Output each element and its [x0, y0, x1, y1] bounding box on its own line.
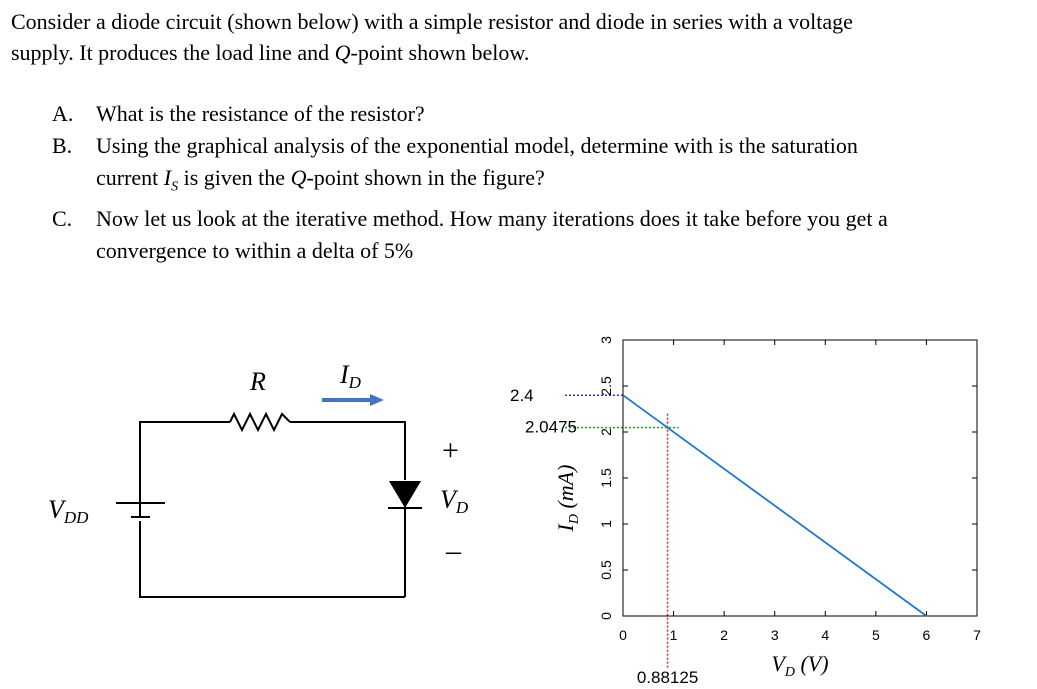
x-tick-label: 6: [922, 627, 931, 643]
x-tick-label: 3: [770, 627, 779, 643]
intro-line-2-end: -point shown below.: [350, 40, 530, 65]
intro-line-2-start: supply. It produces the load line and: [11, 40, 335, 65]
load-line: [623, 395, 926, 616]
x-tick-label: 5: [871, 627, 880, 643]
y-tick-label: 1: [598, 520, 614, 528]
intro-paragraph: [11, 6, 1021, 68]
supply-voltage-label: VDD: [48, 495, 89, 527]
wire-top-left: [140, 422, 230, 515]
x-tick-label: 1: [669, 627, 678, 643]
x-tick-label: 2: [720, 627, 729, 643]
question-label: A.: [52, 101, 74, 126]
y-tick-label: 0: [598, 612, 614, 620]
question-c: [52, 203, 1027, 267]
question-list: [52, 98, 1027, 267]
y-intercept-label: 2.4: [510, 386, 534, 406]
question-text-line-1: Now let us look at the iterative method. How many iterations does it take before you get a: [96, 206, 888, 232]
diode-triangle: [389, 481, 421, 508]
x-tick-label: 4: [821, 627, 830, 643]
intro-line-1: Consider a diode circuit (shown below) with a simple resistor and diode in series with a voltage: [11, 9, 853, 34]
y-tick-label: 0.5: [598, 560, 614, 580]
question-text-line-2: convergence to within a delta of 5%: [96, 238, 414, 264]
plot-frame: [623, 340, 977, 616]
q-symbol: Q: [334, 40, 351, 65]
question-label: B.: [52, 133, 73, 158]
x-tick-label: 0: [619, 627, 627, 643]
y-tick-label: 2.5: [598, 376, 614, 396]
saturation-current-subscript: S: [171, 179, 179, 195]
saturation-current-symbol: I: [163, 165, 172, 190]
minus-sign: –: [446, 534, 461, 567]
current-arrow-head: [370, 394, 384, 406]
y-tick-label: 1.5: [598, 468, 614, 488]
q-symbol: Q: [290, 165, 307, 190]
diode-voltage-label: VD: [440, 485, 469, 517]
load-line-chart: [497, 319, 1037, 689]
x-tick-label: 7: [973, 627, 981, 643]
circuit-diagram: [0, 330, 500, 670]
plus-sign: +: [442, 434, 459, 467]
question-text: What is the resistance of the resistor?: [96, 101, 425, 126]
wire-top-right: [290, 422, 405, 480]
question-a: [52, 98, 1027, 130]
question-text-line-2-mid: is given the: [178, 165, 291, 190]
question-text-line-2-end: -point shown in the figure?: [306, 165, 545, 190]
y-axis-label: $I_D$ (mA): [553, 464, 582, 532]
y-tick-label: 3: [598, 336, 614, 344]
q-current-label: 2.0475: [525, 417, 577, 437]
resistor-zigzag: [230, 414, 290, 430]
y-tick-label: 2: [598, 428, 614, 436]
question-text-line-1: Using the graphical analysis of the exponential model, determine with is the saturation: [96, 133, 858, 158]
question-b: [52, 130, 1027, 203]
x-axis-label: $V_D$ (V): [771, 651, 829, 680]
resistor-label: R: [250, 367, 266, 396]
current-label: ID: [340, 360, 361, 392]
q-voltage-label: 0.88125: [636, 668, 699, 687]
wire-bottom: [140, 521, 405, 597]
question-text-line-2-start: current: [96, 165, 164, 190]
question-label: C.: [52, 206, 73, 232]
